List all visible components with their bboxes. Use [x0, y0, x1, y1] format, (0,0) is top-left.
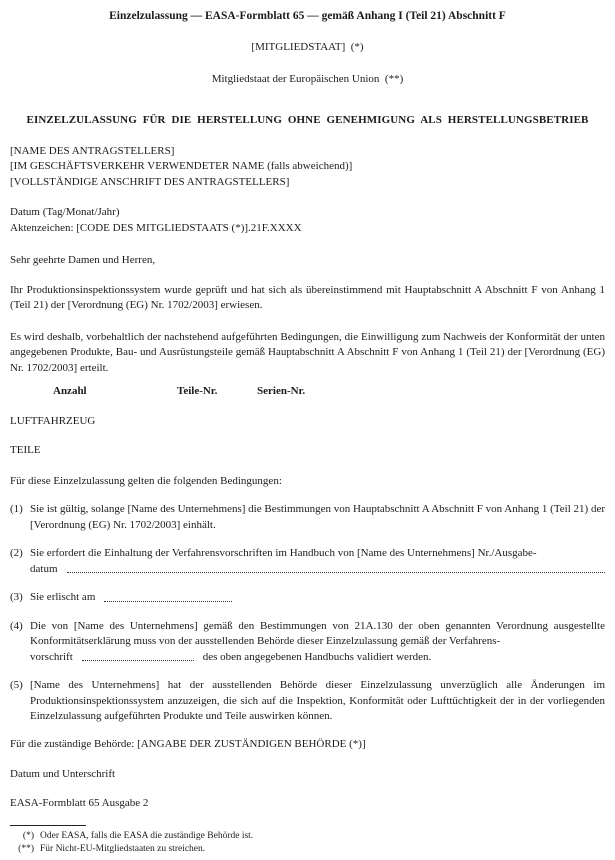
column-header-anzahl: Anzahl — [53, 385, 87, 397]
column-header-serien-nr: Serien-Nr. — [257, 385, 306, 397]
condition-text — [30, 619, 605, 666]
applicant-block — [10, 144, 605, 191]
paragraph-agreement: Es wird deshalb, vorbehaltlich der nachstehend aufgeführten Bedingungen, die Einwilligung zum Nachweis der Konformität der unten angegebenen Produkte, Bau- und Ausrüstungsteile gemäß Hauptabschnitt A Abschnitt F von Anhang 1 (Teil 21) der [Verordnung (EG) Nr. 1702/2003] erteilt. — [10, 330, 605, 374]
authority-line: Für die zuständige Behörde: [ANGABE DER ZUSTÄNDIGEN BEHÖRDE (*)] — [10, 737, 366, 750]
condition-marker: (3) — [10, 591, 23, 603]
condition-item-4 — [10, 619, 605, 666]
reference-line: Aktenzeichen: [CODE DES MITGLIEDSTAATS (*)].21F.XXXX — [10, 221, 302, 234]
column-header-teile-nr: Teile-Nr. — [177, 385, 218, 397]
date-reference-block — [10, 205, 605, 236]
condition-item-1 — [10, 502, 605, 533]
fill-in-line — [30, 590, 605, 606]
document-title: Einzelzulassung — EASA-Formblatt 65 — gemäß Anhang I (Teil 21) Abschnitt F — [109, 10, 506, 22]
applicant-address-line: [VOLLSTÄNDIGE ANSCHRIFT DES ANTRAGSTELLERS] — [10, 175, 290, 188]
applicant-trade-name-line: [IM GESCHÄFTSVERKEHR VERWENDETER NAME (falls abweichend)] — [10, 160, 353, 172]
dotted-fill-field — [82, 660, 194, 661]
condition-text: Sie ist gültig, solange [Name des Unternehmens] die Bestimmungen von Hauptabschnitt A Abschnitt F von Anhang 1 (Teil 21) der [Verordnung (EG) Nr. 1702/2003] einhält. — [30, 503, 605, 531]
dotted-fill-field — [104, 601, 232, 602]
conditions-intro: Für diese Einzelzulassung gelten die folgenden Bedingungen: — [10, 474, 282, 487]
condition-text-main: Sie erfordert die Einhaltung der Verfahrensvorschriften im Handbuch von [Name des Unternehmens] Nr./Ausgabe- — [30, 547, 537, 559]
member-state-line: [MITGLIEDSTAAT] (*) — [251, 41, 364, 53]
footnote-2 — [10, 843, 605, 856]
fill-in-suffix: des oben angegebenen Handbuchs validiert werden. — [202, 650, 432, 663]
condition-text: [Name des Unternehmens] hat der ausstellenden Behörde dieser Einzelzulassung unverzüglich alle Änderungen im Produktionsinspektionssystem anzuzeigen, die sich auf die Inspektion, Konformität oder Lufttüchtigkeit der in der vorliegenden Einzelzulassung aufgeführten Produkte und Teile auswirken können. — [30, 679, 605, 722]
footnote-marker: (**) — [18, 844, 34, 854]
table-row-teile: TEILE — [10, 444, 41, 456]
applicant-name-line: [NAME DES ANTRAGSTELLERS] — [10, 144, 175, 157]
condition-text — [30, 546, 605, 577]
footnote-text: Für Nicht-EU-Mitgliedstaaten zu streichen. — [40, 844, 206, 854]
footnote-marker: (*) — [22, 831, 34, 841]
fill-in-line — [30, 562, 605, 578]
condition-item-5 — [10, 678, 605, 725]
fill-in-label: datum — [30, 562, 58, 575]
form-footer: EASA-Formblatt 65 Ausgabe 2 — [10, 796, 149, 809]
condition-marker: (4) — [10, 619, 23, 632]
paragraph-inspection-system: Ihr Produktionsinspektionssystem wurde geprüft und hat sich als übereinstimmend mit Hauptabschnitt A Abschnitt F von Anhang 1 (Teil 21) der [Verordnung (EG) Nr. 1702/2003] erwiesen. — [10, 283, 605, 311]
signature-line: Datum und Unterschrift — [10, 768, 116, 780]
condition-text — [30, 590, 605, 606]
condition-text-main: Die von [Name des Unternehmens] gemäß den Bestimmungen von 21A.130 der oben genannten Verordnung ausgestellte Konformitätserklärung muss von der ausstellenden Behörde dieser Einzelzulassung gemäß der Verfahrens- — [30, 619, 605, 647]
footnotes-block — [10, 825, 605, 856]
items-table-header — [10, 384, 605, 400]
fill-in-label: Sie erlischt am — [30, 591, 96, 603]
condition-marker: (2) — [10, 547, 23, 559]
eu-member-note: Mitgliedstaat der Europäischen Union (**) — [211, 72, 404, 85]
footnote-divider — [10, 825, 86, 826]
main-heading: EINZELZULASSUNG FÜR DIE HERSTELLUNG OHNE GENEHMIGUNG ALS HERSTELLUNGSBETRIEB — [26, 114, 589, 126]
condition-item-2 — [10, 546, 605, 577]
footnote-text: Oder EASA, falls die EASA die zuständige Behörde ist. — [40, 831, 254, 841]
condition-marker: (5) — [10, 679, 23, 691]
footnote-1 — [10, 830, 605, 843]
condition-item-3 — [10, 590, 605, 606]
date-line: Datum (Tag/Monat/Jahr) — [10, 206, 120, 218]
dotted-fill-field — [67, 572, 606, 573]
fill-in-label: vorschrift — [30, 650, 73, 663]
salutation: Sehr geehrte Damen und Herren, — [10, 254, 156, 266]
condition-marker: (1) — [10, 503, 23, 515]
table-row-luftfahrzeug: LUFTFAHRZEUG — [10, 414, 96, 427]
fill-in-line — [30, 650, 605, 666]
